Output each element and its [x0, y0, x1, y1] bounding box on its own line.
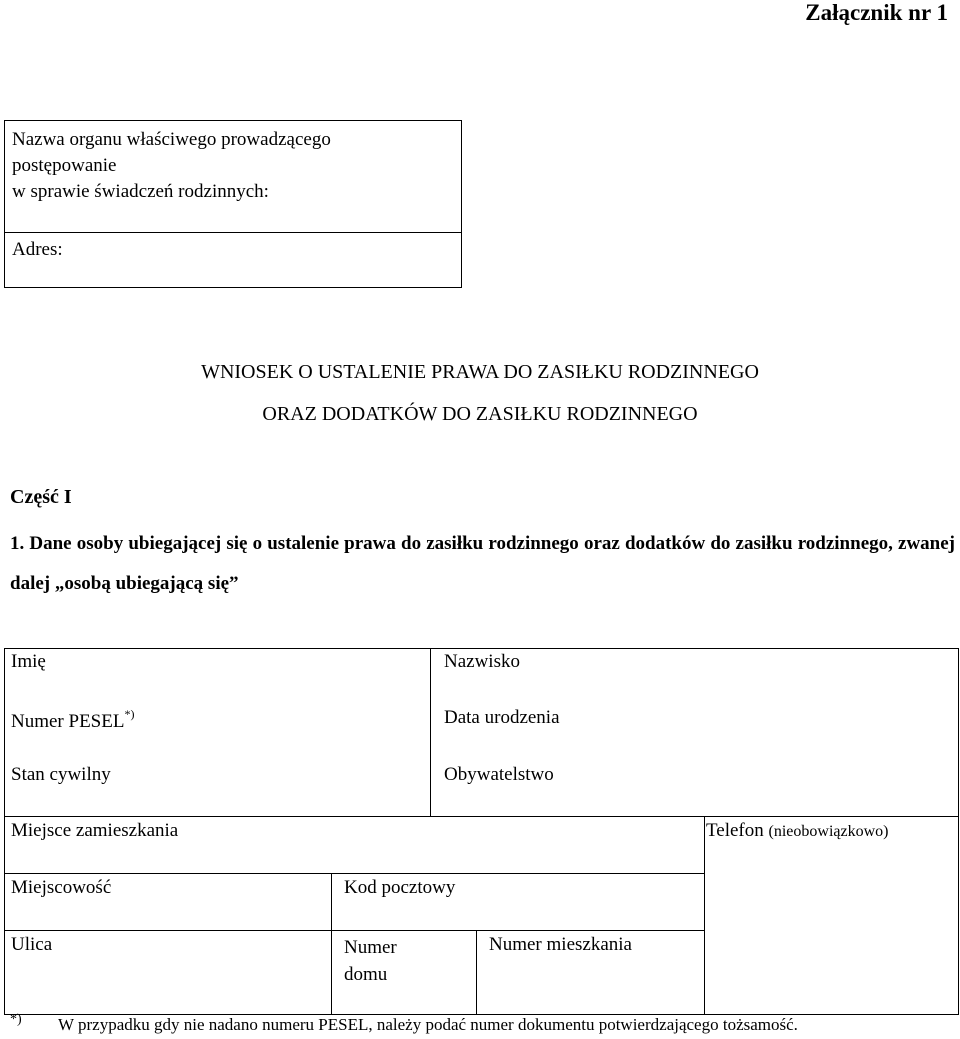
phone-field[interactable]: [706, 820, 888, 842]
table-column-divider: [430, 648, 431, 816]
birth-date-field[interactable]: [444, 707, 560, 729]
pesel-field[interactable]: [11, 707, 134, 733]
house-number-label-line-1: Numer: [344, 937, 397, 958]
last-name-field[interactable]: [444, 651, 520, 673]
authority-address-label: Adres:: [12, 239, 63, 260]
apartment-number-label: Numer mieszkania: [489, 934, 632, 955]
table-column-divider: [331, 873, 332, 1014]
house-number-field[interactable]: [344, 934, 397, 988]
city-field[interactable]: [11, 877, 111, 899]
street-field[interactable]: [11, 934, 52, 956]
residence-heading: [11, 820, 178, 842]
table-row-divider: [4, 816, 958, 817]
table-border-left: [4, 648, 5, 1015]
first-name-field[interactable]: [11, 651, 46, 673]
postal-code-field[interactable]: [344, 877, 455, 899]
footnote-mark: *): [10, 1012, 22, 1027]
pesel-label: Numer PESEL: [11, 711, 125, 732]
phone-optional-note: (nieobowiązkowo): [768, 823, 889, 840]
postal-code-label: Kod pocztowy: [344, 877, 456, 898]
apartment-number-field[interactable]: [489, 934, 632, 956]
applicant-data-table: [4, 648, 959, 1016]
residence-label: Miejsce zamieszkania: [11, 820, 179, 841]
birth-date-label: Data urodzenia: [444, 707, 560, 728]
form-title-line-2: ORAZ DODATKÓW DO ZASIŁKU RODZINNEGO: [262, 403, 698, 425]
marital-status-label: Stan cywilny: [11, 764, 111, 785]
house-number-label-line-2: domu: [344, 964, 388, 985]
table-column-divider: [704, 816, 705, 1014]
attachment-label: Załącznik nr 1: [805, 0, 948, 25]
first-name-label: Imię: [11, 651, 46, 672]
pesel-footnote-mark: *): [124, 707, 135, 721]
phone-label: Telefon: [706, 820, 764, 841]
authority-box: [4, 120, 462, 288]
form-title-line-1: WNIOSEK O USTALENIE PRAWA DO ZASIŁKU RODZINNEGO: [201, 361, 759, 383]
table-row-divider: [4, 873, 704, 874]
authority-box-divider: [5, 232, 461, 233]
part-heading: Część I: [10, 486, 72, 508]
table-border-right: [958, 648, 959, 1015]
citizenship-field[interactable]: [444, 764, 554, 786]
authority-name-line: postępowanie: [12, 155, 117, 176]
table-row-divider: [4, 930, 704, 931]
authority-name-line: Nazwa organu właściwego prowadzącego: [12, 129, 331, 150]
street-label: Ulica: [11, 934, 53, 955]
table-border-top: [4, 648, 958, 649]
section-1-heading: 1. Dane osoby ubiegającej się o ustalenie prawa do zasiłku rodzinnego oraz dodatków do zasiłku rodzinnego, zwanej dalej „osobą ubiegającą się”: [10, 533, 955, 594]
footnote-text: W przypadku gdy nie nadano numeru PESEL, należy podać numer dokumentu potwierdzającego tożsamość.: [58, 1015, 798, 1034]
citizenship-label: Obywatelstwo: [444, 764, 554, 785]
table-column-divider: [476, 930, 477, 1014]
marital-status-field[interactable]: [11, 764, 111, 786]
last-name-label: Nazwisko: [444, 651, 520, 672]
authority-name-label: [12, 127, 452, 205]
city-label: Miejscowość: [11, 877, 112, 898]
authority-name-line: w sprawie świadczeń rodzinnych:: [12, 181, 269, 202]
